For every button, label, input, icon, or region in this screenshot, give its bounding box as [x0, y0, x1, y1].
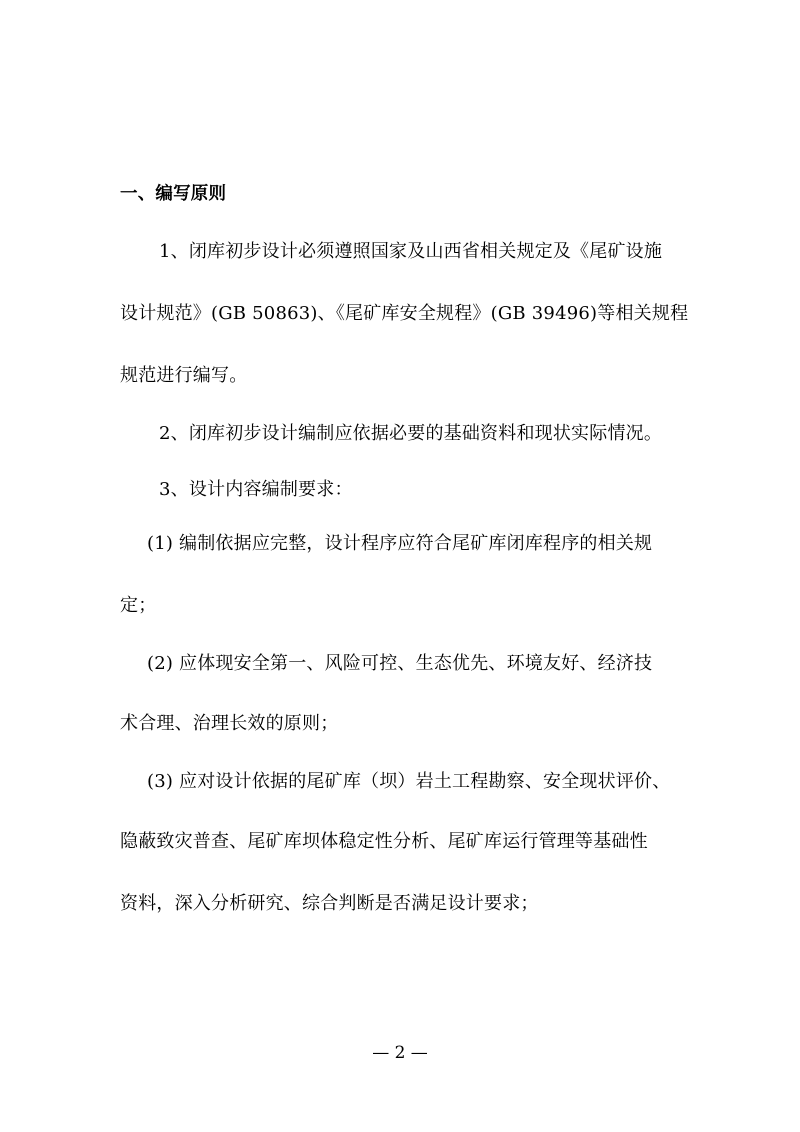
paragraph-line: 1、闭库初步设计必须遵照国家及山西省相关规定及《尾矿设施 — [159, 241, 663, 262]
paragraph-line: (2) 应体现安全第一、风险可控、生态优先、环境友好、经济技 — [147, 653, 653, 674]
page-number: — 2 — — [372, 1043, 428, 1063]
paragraph-line: (1) 编制依据应完整，设计程序应符合尾矿库闭库程序的相关规 — [147, 533, 653, 554]
paragraph-line: 资料，深入分析研究、综合判断是否满足设计要求； — [120, 893, 539, 914]
section-heading: 一、编写原则 — [120, 184, 227, 204]
paragraph-line: (3) 应对设计依据的尾矿库（坝）岩土工程勘察、安全现状评价、 — [147, 771, 671, 792]
paragraph-line: 定； — [120, 595, 157, 616]
paragraph-line: 2、闭库初步设计编制应依据必要的基础资料和现状实际情况。 — [159, 423, 663, 444]
paragraph-line: 规范进行编写。 — [120, 365, 248, 386]
paragraph-line: 3、设计内容编制要求： — [159, 479, 353, 500]
paragraph-line: 设计规范》(GB 50863)、《尾矿库安全规程》(GB 39496)等相关规程 — [120, 303, 689, 324]
paragraph-line: 隐蔽致灾普查、尾矿库坝体稳定性分析、尾矿库运行管理等基础性 — [120, 831, 648, 852]
paragraph-line: 术合理、治理长效的原则； — [120, 713, 339, 734]
